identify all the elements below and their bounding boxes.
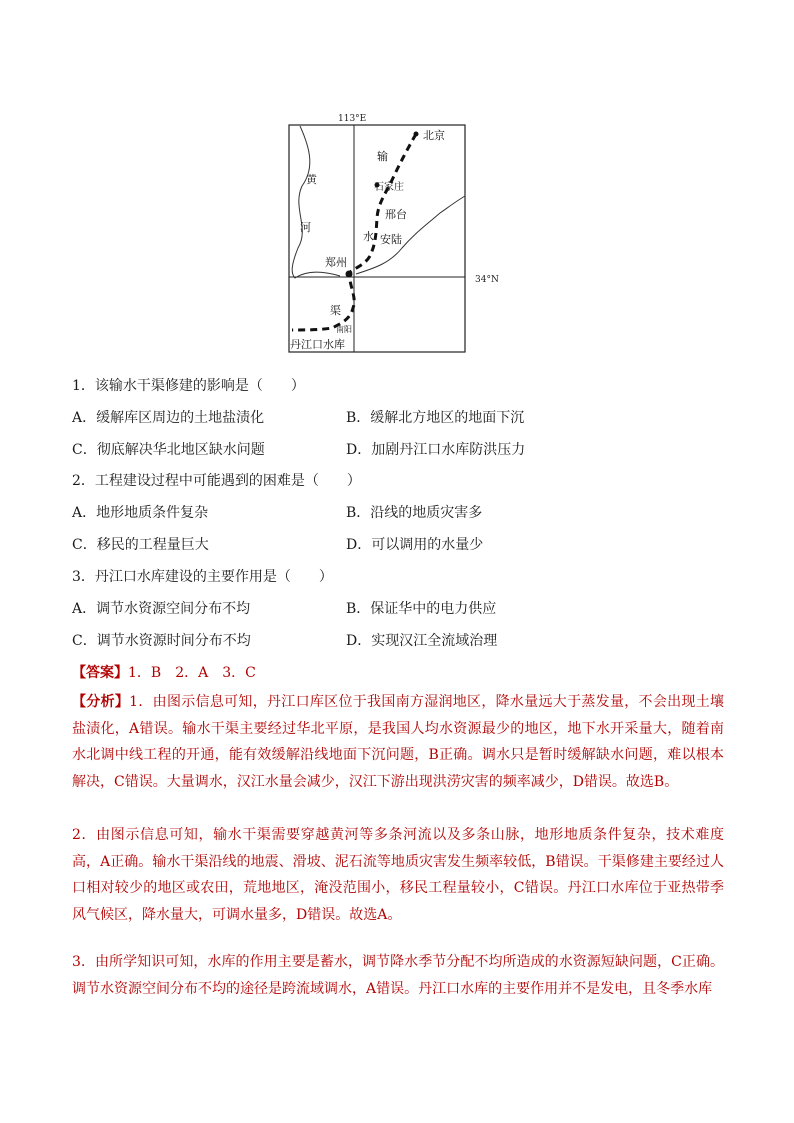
river-char-2: 河 bbox=[300, 221, 311, 234]
analysis-text-1: 1．由图示信息可知，丹江口库区位于我国南方湿润地区，降水量远大于蒸发量，不会出现土壤盐渍化，A错误。输水干渠主要经过华北平原，是我国人均水资源最少的地区，地下水开采量大，随着南水北调中线工程的开通，能有效缓解沿线地面下沉问题，B正确。调水只是暂时缓解缺水问题，难以根本解决，C错误。大量调水，汉江水量会减少，汉江下游出现洪涝灾害的频率减少，D错误。故选B。 bbox=[72, 694, 725, 790]
latitude-label: 34°N bbox=[475, 275, 499, 285]
analysis-paragraph-2 bbox=[72, 822, 724, 928]
city-beijing: 北京 bbox=[423, 129, 445, 142]
question-3-option-d: D．实现汉江全流域治理 bbox=[346, 633, 498, 649]
question-3-option-a: A．调节水资源空间分布不均 bbox=[72, 601, 251, 617]
question-2-stem: 2．工程建设过程中可能遇到的困难是（ ） bbox=[72, 473, 361, 489]
question-1-option-c: C．彻底解决华北地区缺水问题 bbox=[72, 442, 265, 458]
city-anyang: 安陆 bbox=[380, 233, 402, 246]
question-1-option-b: B．缓解北方地区的地面下沉 bbox=[346, 410, 525, 426]
analysis-text-2: 2．由图示信息可知，输水干渠需要穿越黄河等多条河流以及多条山脉，地形地质条件复杂，技术难度高，A正确。输水干渠沿线的地震、滑坡、泥石流等地质灾害发生频率较低，B错误。干渠修建主要经过人口相对较少的地区或农田，荒地地区，淹没范围小，移民工程量较小，C错误。丹江口水库位于亚热带季风气候区，降水量大，可调水量多，D错误。故选A。 bbox=[72, 827, 724, 923]
question-1-option-d: D．加剧丹江口水库防洪压力 bbox=[346, 442, 526, 458]
city-shijiazhuang: 石家庄 bbox=[374, 182, 404, 193]
answer-label: 【答案】 bbox=[72, 665, 128, 681]
question-2-option-b: B．沿线的地质灾害多 bbox=[346, 505, 483, 521]
question-1-stem: 1．该输水干渠修建的影响是（ ） bbox=[72, 378, 305, 394]
canal-char-1: 输 bbox=[377, 150, 388, 163]
question-2-option-d: D．可以调用的水量少 bbox=[346, 537, 484, 553]
city-xingtai: 邢台 bbox=[385, 208, 407, 221]
question-2-option-a: A．地形地质条件复杂 bbox=[72, 505, 209, 521]
question-2-option-c: C．移民的工程量巨大 bbox=[72, 537, 209, 553]
canal-char-2: 水 bbox=[363, 230, 374, 243]
analysis-paragraph-3 bbox=[72, 949, 724, 1002]
city-danjiangkou: 丹江口水库 bbox=[290, 338, 345, 351]
longitude-label: 113°E bbox=[338, 114, 367, 124]
city-nanyang: 南阳 bbox=[336, 325, 352, 334]
question-3-option-c: C．调节水资源时间分布不均 bbox=[72, 633, 251, 649]
answer-text: 1．B 2．A 3．C bbox=[128, 665, 256, 681]
question-3-stem: 3．丹江口水库建设的主要作用是（ ） bbox=[72, 569, 333, 585]
river-char-1: 黄 bbox=[306, 173, 317, 186]
analysis-label: 【分析】 bbox=[72, 694, 130, 710]
analysis-text-3: 3．由所学知识可知，水库的作用主要是蓄水，调节降水季节分配不均所造成的水资源短缺问题，C正确。调节水资源空间分布不均的途径是跨流域调水，A错误。丹江口水库的主要作用并不是发电，且冬季水库 bbox=[72, 954, 724, 997]
question-3-option-b: B．保证华中的电力供应 bbox=[346, 601, 497, 617]
analysis-paragraph-1 bbox=[72, 689, 724, 795]
beijing-dot bbox=[414, 132, 419, 137]
canal-char-3: 渠 bbox=[330, 304, 341, 317]
canal-map bbox=[280, 108, 510, 358]
city-zhengzhou: 郑州 bbox=[325, 256, 347, 269]
answer-line bbox=[72, 661, 722, 685]
zhengzhou-dot bbox=[346, 271, 353, 278]
question-1-option-a: A．缓解库区周边的土地盐渍化 bbox=[72, 410, 265, 426]
